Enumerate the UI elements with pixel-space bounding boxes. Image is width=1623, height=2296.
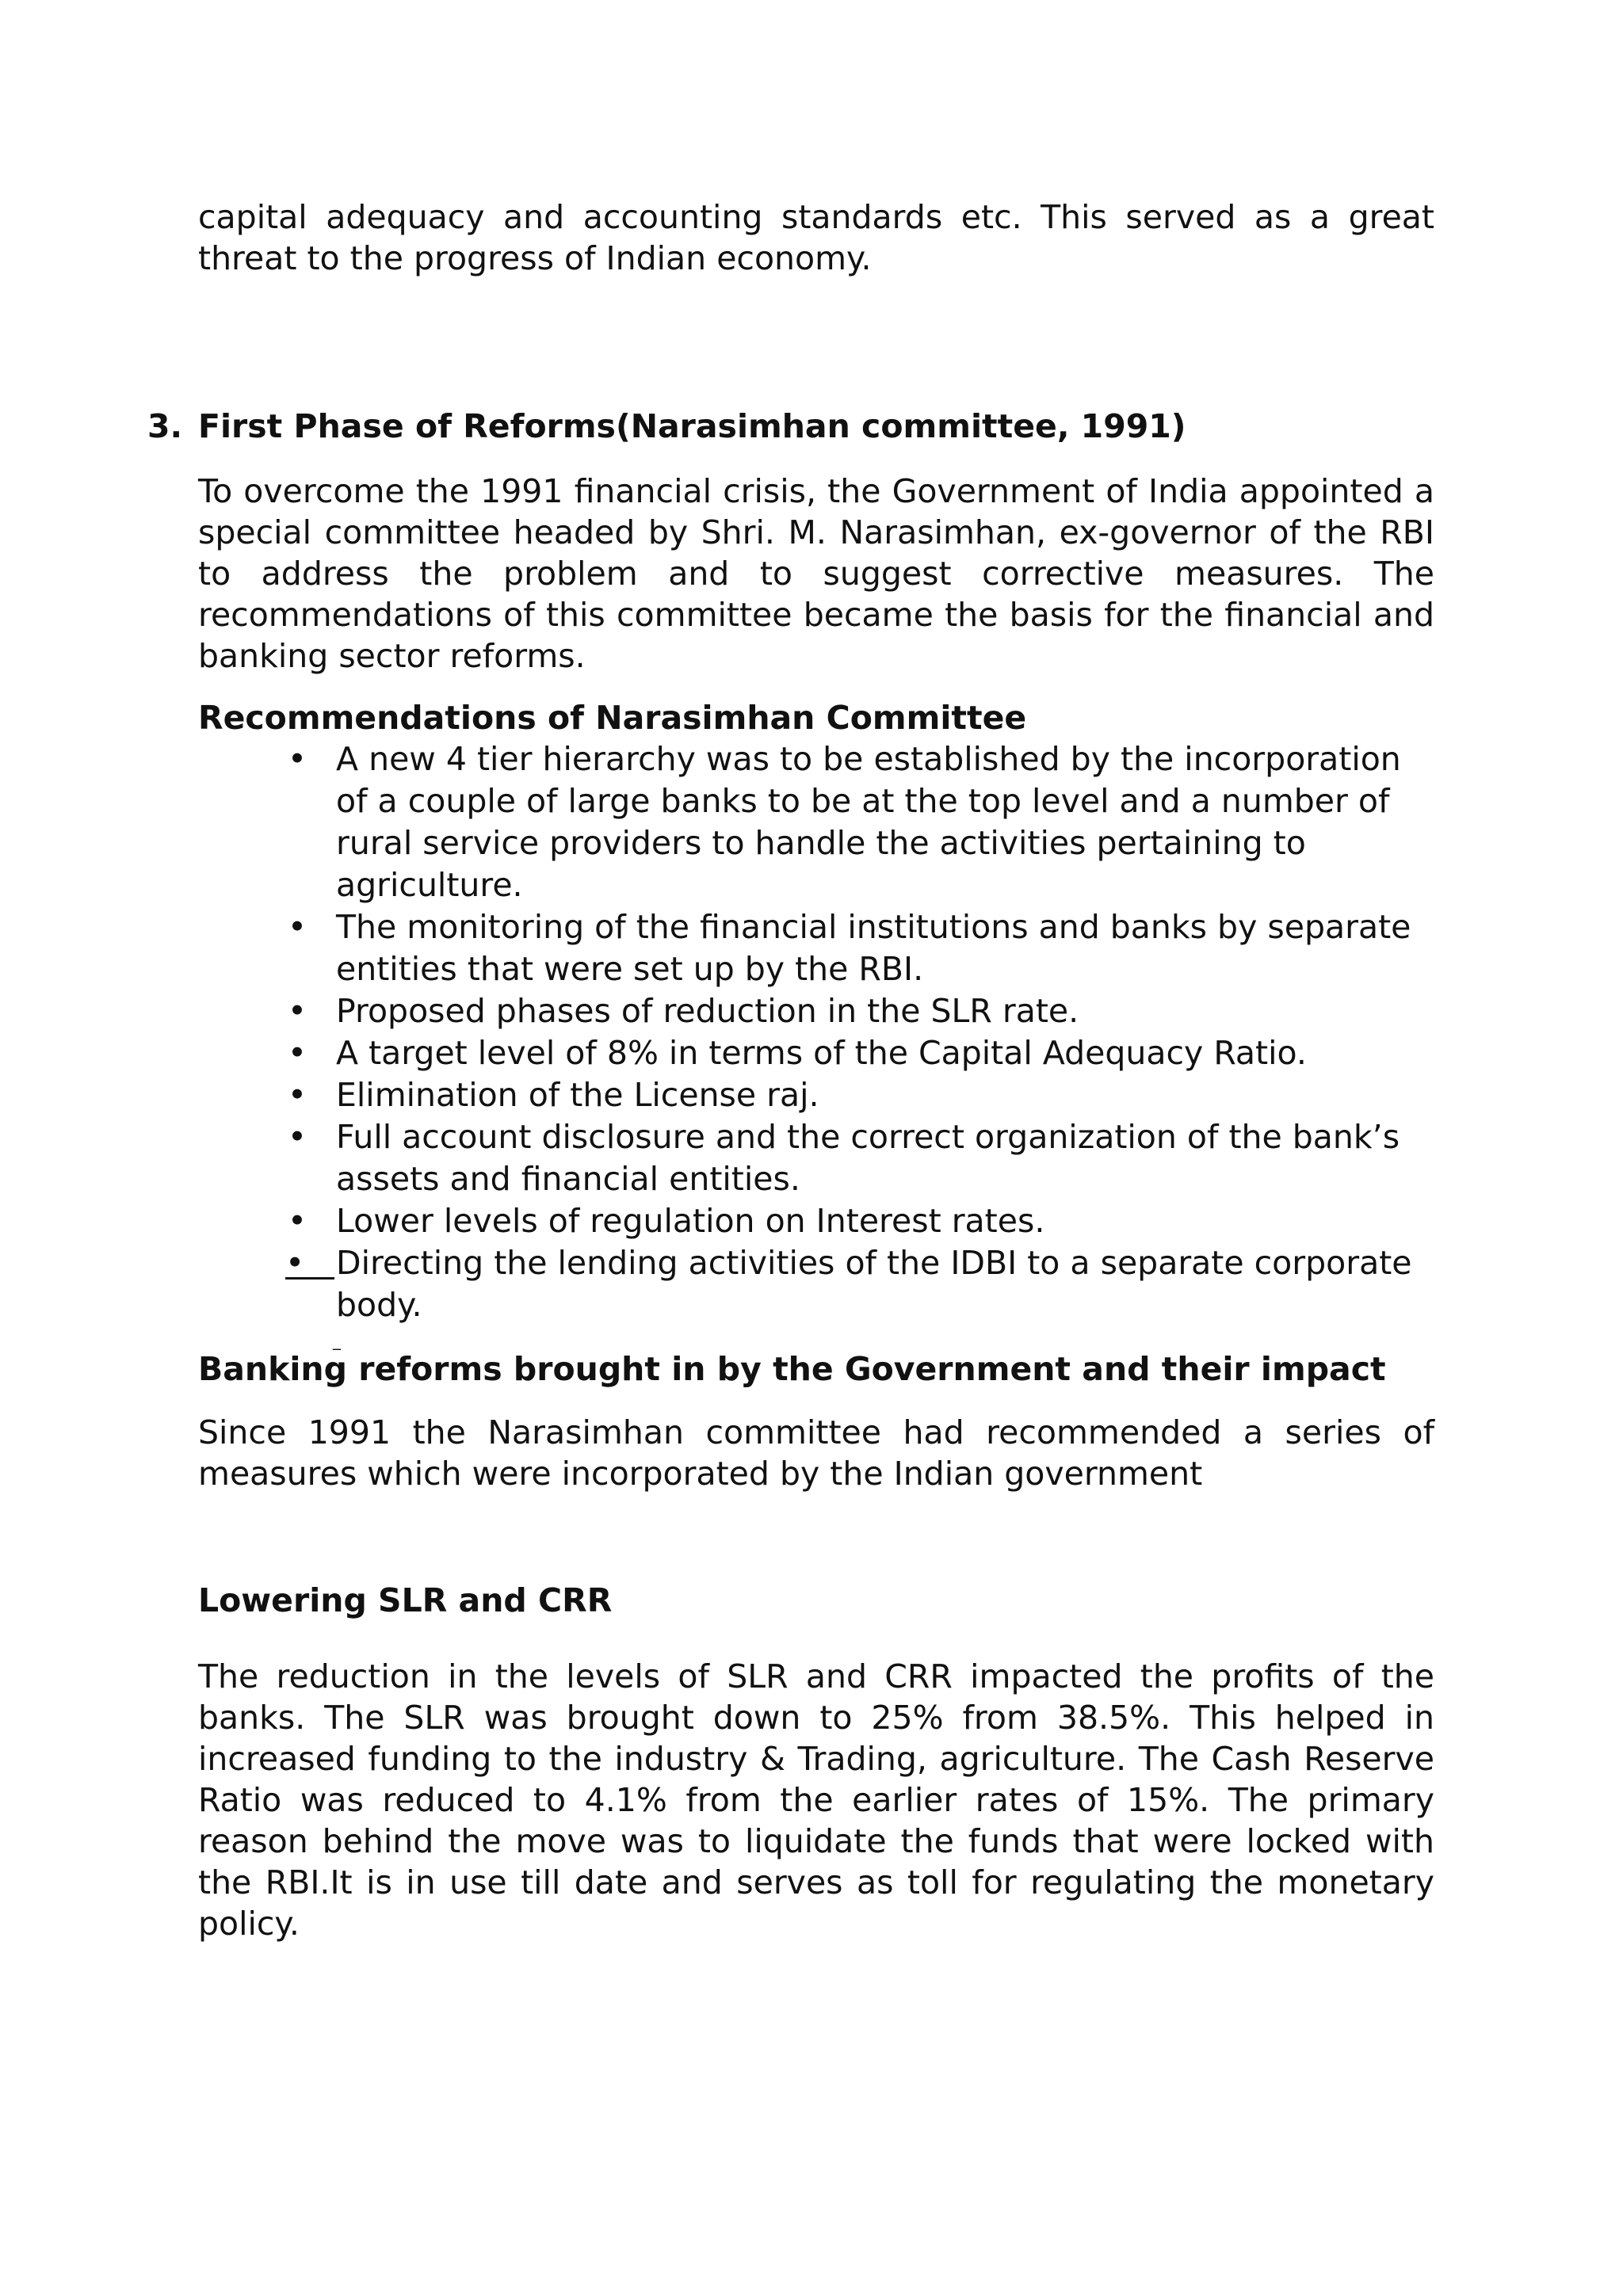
list-item: • Full account disclosure and the correct organization of the bank’s assets and financial entities. bbox=[336, 1116, 1434, 1200]
banking-reforms-paragraph: Since 1991 the Narasimhan committee had recommended a series of measures which were incorporated by the Indian government bbox=[198, 1413, 1434, 1493]
recommendations-heading: Recommendations of Narasimhan Committee bbox=[198, 699, 1027, 737]
list-item: • Elimination of the License raj. bbox=[336, 1074, 1434, 1116]
spacer bbox=[198, 279, 1434, 406]
section-3-heading bbox=[147, 406, 1434, 447]
bullet: • bbox=[287, 1034, 307, 1072]
bullet: • bbox=[287, 740, 307, 778]
bullet: • bbox=[287, 1118, 307, 1156]
section-number: 3. bbox=[147, 407, 183, 445]
bullet: • bbox=[285, 1242, 334, 1280]
slr-crr-heading: Lowering SLR and CRR bbox=[198, 1581, 613, 1619]
banking-reforms-heading: Banking reforms brought in by the Government and their impact bbox=[198, 1350, 1386, 1388]
section-title: First Phase of Reforms(Narasimhan committee, 1991) bbox=[198, 407, 1186, 445]
list-item: • Lower levels of regulation on Interest rates. bbox=[336, 1200, 1434, 1242]
bullet: • bbox=[287, 1202, 307, 1240]
document-page bbox=[147, 196, 1434, 1944]
list-item: • A target level of 8% in terms of the Capital Adequacy Ratio. bbox=[336, 1032, 1434, 1074]
trailing-mark: _ bbox=[333, 1331, 341, 1350]
section-3-paragraph: To overcome the 1991 financial crisis, the Government of India appointed a special committee headed by Shri. M. Narasimhan, ex-governor of the RBI to address the problem and to suggest corrective measures. The recommendations of this committee became the basis for the financial and banking sector reforms. bbox=[198, 472, 1434, 675]
slr-crr-paragraph: The reduction in the levels of SLR and CRR impacted the profits of the banks. The SLR was brought down to 25% from 38.5%. This helped in increased funding to the industry & Trading, agriculture. The Cash Reserve Ratio was reduced to 4.1% from the earlier rates of 15%. The primary reason behind the move was to liquidate the funds that were locked with the RBI.It is in use till date and serves as toll for regulating the monetary policy. bbox=[198, 1657, 1434, 1943]
list-item: • Proposed phases of reduction in the SLR rate. bbox=[336, 990, 1434, 1032]
bullet: • bbox=[287, 908, 307, 946]
bullet: • bbox=[287, 992, 307, 1030]
recommendations-list bbox=[198, 738, 1434, 1326]
list-item: • The monitoring of the financial institutions and banks by separate entities that were set up by the RBI. bbox=[336, 906, 1434, 990]
list-item: • Directing the lending activities of the IDBI to a separate corporate body. bbox=[285, 1244, 1412, 1324]
bullet: • bbox=[287, 1076, 307, 1114]
intro-paragraph: capital adequacy and accounting standards etc. This served as a great threat to the progress of Indian economy. bbox=[198, 198, 1434, 277]
list-item: • A new 4 tier hierarchy was to be established by the incorporation of a couple of large banks to be at the top level and a number of rural service providers to handle the activities pertaining to agriculture. bbox=[336, 738, 1434, 906]
